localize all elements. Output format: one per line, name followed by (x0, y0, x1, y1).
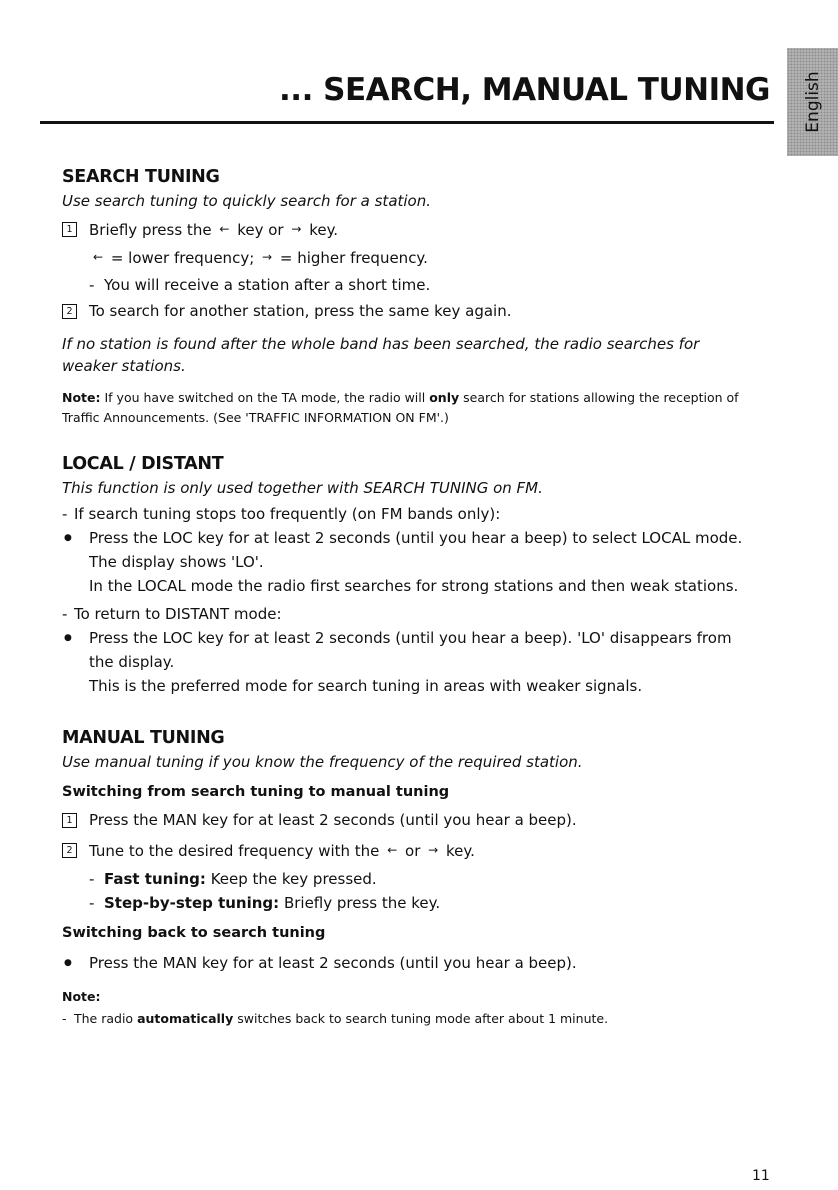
left-arrow-icon: ← (219, 222, 230, 236)
page-title: ... SEARCH, MANUAL TUNING (279, 72, 770, 108)
search-step-1: 1 Briefly press the ← key or → key. (62, 217, 774, 242)
page-number: 11 (752, 1168, 770, 1184)
receive-note: - You will receive a station after a short time. (62, 273, 774, 297)
local-distant-intro: This function is only used together with SEARCH TUNING on FM. (62, 479, 543, 497)
search-tuning-heading: SEARCH TUNING (62, 167, 220, 187)
manual-note-text: - The radio automatically switches back to search tuning mode after about 1 minute. (62, 1011, 609, 1026)
step-number-badge: 2 (62, 843, 77, 858)
manual-step-2: 2 Tune to the desired frequency with the ← or → key. (62, 838, 774, 863)
press-loc-2-item: ● Press the LOC key for at least 2 seconds (until you hear a beep). 'LO' disappears from (62, 626, 774, 650)
search-step-2: 2 To search for another station, press the same key again. (62, 299, 774, 323)
frequency-legend: ← = lower frequency; → = higher frequency. (62, 245, 774, 270)
step-number-badge: 1 (62, 222, 77, 237)
return-distant-text: - To return to DISTANT mode: (62, 602, 774, 626)
manual-step-1: 1 Press the MAN key for at least 2 seconds (until you hear a beep). (62, 808, 774, 832)
manual-tuning-heading: MANUAL TUNING (62, 728, 225, 748)
title-rule (40, 121, 774, 124)
local-info-text: In the LOCAL mode the radio first searches for strong stations and then weak stations. (89, 577, 739, 595)
display-lo-text: The display shows 'LO'. (89, 553, 264, 571)
switch-back-heading: Switching back to search tuning (62, 925, 326, 941)
step-number-badge: 1 (62, 813, 77, 828)
right-arrow-icon: → (262, 250, 273, 264)
right-arrow-icon: → (291, 222, 302, 236)
search-note: Note: If you have switched on the TA mode, the radio will only search for stations allowing the reception of Traffic Announcements. (See 'TRAFFIC INFORMATION ON FM'.) (62, 390, 739, 425)
right-arrow-icon: → (428, 843, 439, 857)
left-arrow-icon: ← (387, 843, 398, 857)
preferred-text: This is the preferred mode for search tuning in areas with weaker signals. (89, 677, 643, 695)
manual-note-label: Note: (62, 989, 101, 1004)
page-content (62, 165, 774, 1029)
manual-tuning-section (62, 726, 774, 1029)
step-number-badge: 2 (62, 304, 77, 319)
manual-tuning-intro: Use manual tuning if you know the frequency of the required station. (62, 753, 583, 771)
left-arrow-icon: ← (93, 250, 104, 264)
press-loc-item: ● Press the LOC key for at least 2 seconds (until you hear a beep) to select LOCAL mode. (62, 526, 774, 550)
search-tuning-intro: Use search tuning to quickly search for a station. (62, 192, 432, 210)
local-distant-heading: LOCAL / DISTANT (62, 454, 224, 474)
no-station-text: If no station is found after the whole band has been searched, the radio searches for weaker stations. (62, 335, 700, 375)
search-tuning-section (62, 165, 774, 428)
language-tab-label: English (802, 71, 823, 133)
switch-to-manual-heading: Switching from search tuning to manual tuning (62, 784, 450, 800)
step-tuning-item: - Step-by-step tuning: Briefly press the key. (62, 891, 774, 915)
if-stops-text: - If search tuning stops too frequently (on FM bands only): (62, 502, 774, 526)
press-man-item: ● Press the MAN key for at least 2 seconds (until you hear a beep). (62, 951, 774, 975)
fast-tuning-item: - Fast tuning: Keep the key pressed. (62, 867, 774, 891)
local-distant-section (62, 452, 774, 698)
language-tab (787, 48, 838, 156)
from-display-text: the display. (89, 653, 175, 671)
